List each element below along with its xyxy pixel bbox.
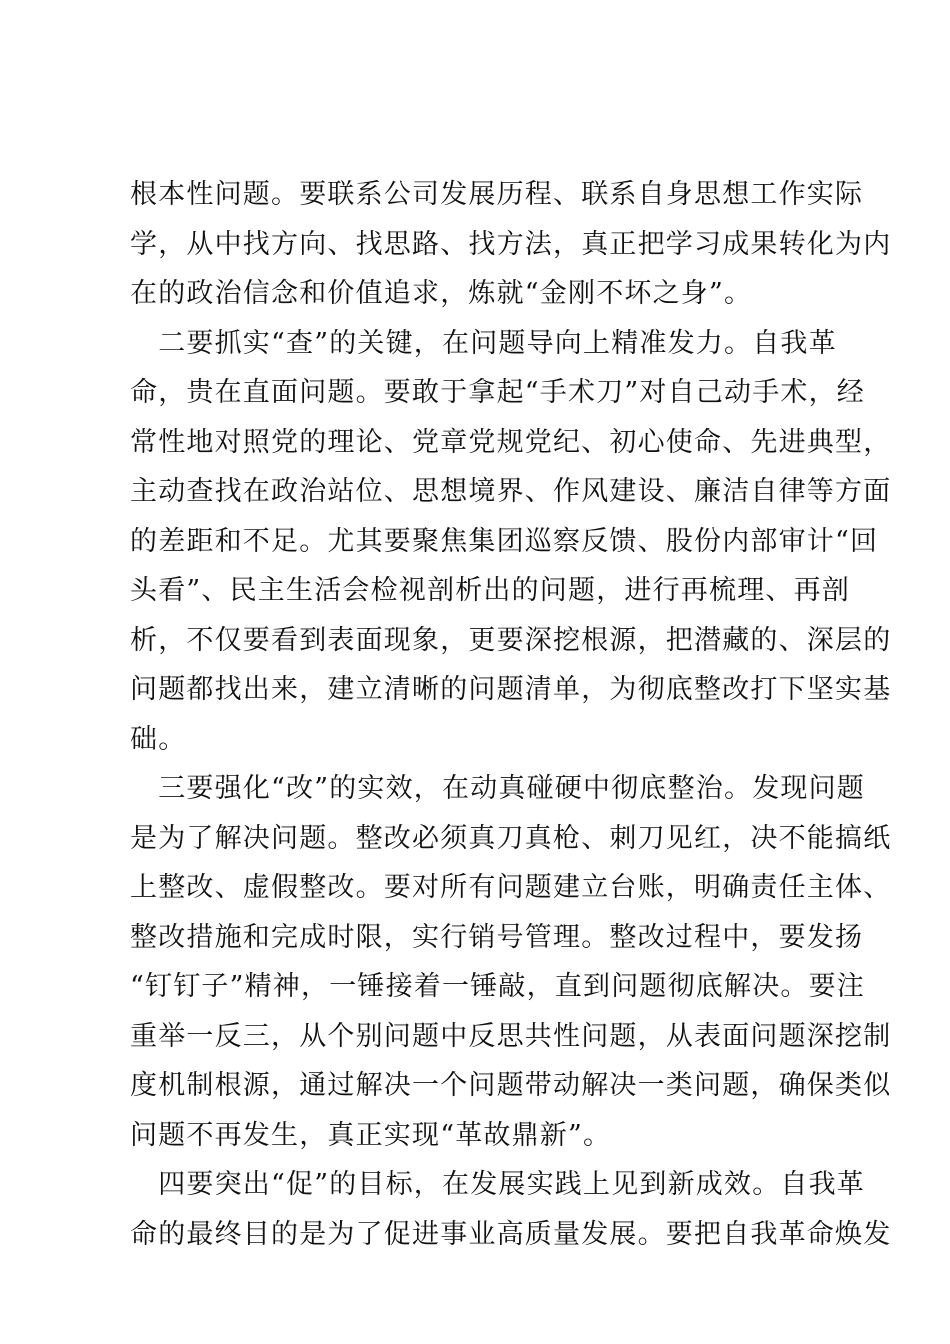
text-line: 命的最终目的是为了促进事业高质量发展。要把自我革命焕发 xyxy=(130,1218,892,1250)
text-line: 础。 xyxy=(130,723,187,755)
text-line: “钉钉子”精神，一锤接着一锤敲，直到问题彻底解决。要注 xyxy=(130,971,866,1002)
text-line: 析，不仅要看到表面现象，更要深挖根源，把潜藏的、深层的 xyxy=(130,624,892,656)
body-text xyxy=(130,170,892,1259)
text-line: 度机制根源，通过解决一个问题带动解决一类问题，确保类似 xyxy=(130,1070,892,1101)
text-line: 是为了解决问题。整改必须真刀真枪、刺刀见红，决不能搞纸 xyxy=(130,822,892,854)
text-line: 命，贵在直面问题。要敢于拿起“手术刀”对自己动手术，经 xyxy=(130,377,866,408)
text-line: 整改措施和完成时限，实行销号管理。整改过程中，要发扬 xyxy=(130,921,864,953)
text-line: 头看”、民主生活会检视剖析出的问题，进行再梳理、再剖 xyxy=(130,575,851,606)
text-line: 在的政治信念和价值追求，炼就“金刚不坏之身”。 xyxy=(130,278,753,309)
text-line: 常性地对照党的理论、党章党规党纪、初心使命、先进典型， xyxy=(130,426,892,458)
text-line: 问题不再发生，真正实现“革故鼎新”。 xyxy=(130,1119,612,1151)
text-line: 四要突出“促”的目标，在发展实践上见到新成效。自我革 xyxy=(130,1169,866,1200)
paragraph-2 xyxy=(130,319,892,765)
text-line: 主动查找在政治站位、思想境界、作风建设、廉洁自律等方面 xyxy=(130,476,892,507)
text-line: 根本性问题。要联系公司发展历程、联系自身思想工作实际 xyxy=(130,179,864,210)
text-line: 的差距和不足。尤其要聚焦集团巡察反馈、股份内部审计“回 xyxy=(130,525,879,557)
text-line: 重举一反三，从个别问题中反思共性问题，从表面问题深挖制 xyxy=(130,1020,892,1052)
text-line: 三要强化“改”的实效，在动真碰硬中彻底整治。发现问题 xyxy=(130,773,866,804)
paragraph-3 xyxy=(130,764,892,1160)
text-line: 问题都找出来，建立清晰的问题清单，为彻底整改打下坚实基 xyxy=(130,674,892,705)
text-line: 二要抓实“查”的关键，在问题导向上精准发力。自我革 xyxy=(130,327,837,359)
text-line: 学，从中找方向、找思路、找方法，真正把学习成果转化为内 xyxy=(130,228,892,260)
text-line: 上整改、虚假整改。要对所有问题建立台账，明确责任主体、 xyxy=(130,872,892,903)
paragraph-1 xyxy=(130,170,892,319)
paragraph-4 xyxy=(130,1160,892,1259)
